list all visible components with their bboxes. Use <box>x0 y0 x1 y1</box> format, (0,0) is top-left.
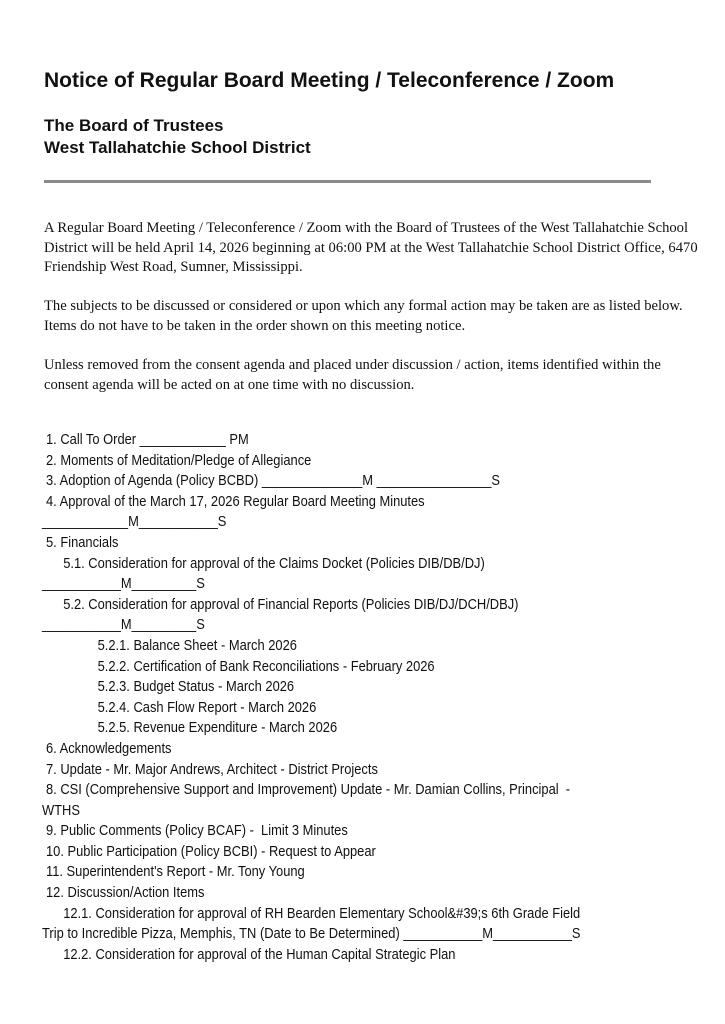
agenda-item: ___________M_________S <box>42 616 205 634</box>
board-name: The Board of Trustees <box>44 116 224 135</box>
agenda-item: 5. Financials <box>46 533 119 551</box>
agenda-item: 4. Approval of the March 17, 2026 Regular Board Meeting Minutes <box>46 492 425 510</box>
agenda-item: 5.2.4. Cash Flow Report - March 2026 <box>97 698 317 716</box>
agenda-item: 7. Update - Mr. Major Andrews, Architect - District Projects <box>46 760 378 778</box>
agenda-item: 9. Public Comments (Policy BCAF) - Limit 3 Minutes <box>46 822 348 840</box>
divider <box>44 180 651 183</box>
agenda-item: 3. Adoption of Agenda (Policy BCBD) ______________M ________________S <box>46 472 501 490</box>
agenda-item: 5.2. Consideration for approval of Financial Reports (Policies DIB/DJ/DCH/DBJ) <box>63 595 519 613</box>
page-title: Notice of Regular Board Meeting / Teleconference / Zoom <box>44 69 615 92</box>
agenda-item: 12. Discussion/Action Items <box>46 884 205 902</box>
agenda-item: 5.2.1. Balance Sheet - March 2026 <box>97 636 297 654</box>
agenda-item: 5.2.3. Budget Status - March 2026 <box>97 678 295 696</box>
agenda-item: 12.1. Consideration for approval of RH Bearden Elementary School&#39;s 6th Grade Field <box>63 904 581 922</box>
agenda-item: ___________M_________S <box>42 575 205 593</box>
agenda-item: 8. CSI (Comprehensive Support and Improvement) Update - Mr. Damian Collins, Principal - <box>46 781 571 799</box>
agenda-item: WTHS <box>42 801 80 819</box>
agenda-item: 6. Acknowledgements <box>46 739 172 757</box>
agenda-item: 10. Public Participation (Policy BCBI) - Request to Appear <box>46 842 376 860</box>
agenda-item: 5.2.2. Certification of Bank Reconciliations - February 2026 <box>97 657 435 675</box>
agenda-item: 1. Call To Order ____________ PM <box>46 431 249 448</box>
agenda-list <box>42 430 668 965</box>
agenda-item: Trip to Incredible Pizza, Memphis, TN (Date to Be Determined) ___________M___________S <box>42 925 581 943</box>
agenda-item: 5.2.5. Revenue Expenditure - March 2026 <box>97 719 338 737</box>
agenda-item: ____________M___________S <box>42 513 227 531</box>
subjects-paragraph: The subjects to be discussed or considered or upon which any formal action may be taken are as listed below. Items do not have to be taken in the order shown on this meeting notice. <box>44 298 683 334</box>
agenda-item: 11. Superintendent's Report - Mr. Tony Young <box>46 863 305 881</box>
agenda-item: 5.1. Consideration for approval of the Claims Docket (Policies DIB/DB/DJ) <box>63 554 485 572</box>
intro-paragraph: A Regular Board Meeting / Teleconference / Zoom with the Board of Trustees of the West Tallahatchie School District will be held April 14, 2026 beginning at 06:00 PM at the West Tallahatchie School District Office, 6470 Friendship West Road, Sumner, Mississippi. <box>44 220 698 275</box>
consent-paragraph: Unless removed from the consent agenda and placed under discussion / action, items identified within the consent agenda will be acted on at one time with no discussion. <box>44 357 661 393</box>
district-name: West Tallahatchie School District <box>44 138 311 157</box>
agenda-item: 12.2. Consideration for approval of the Human Capital Strategic Plan <box>63 945 456 963</box>
agenda-item: 2. Moments of Meditation/Pledge of Allegiance <box>46 451 312 469</box>
